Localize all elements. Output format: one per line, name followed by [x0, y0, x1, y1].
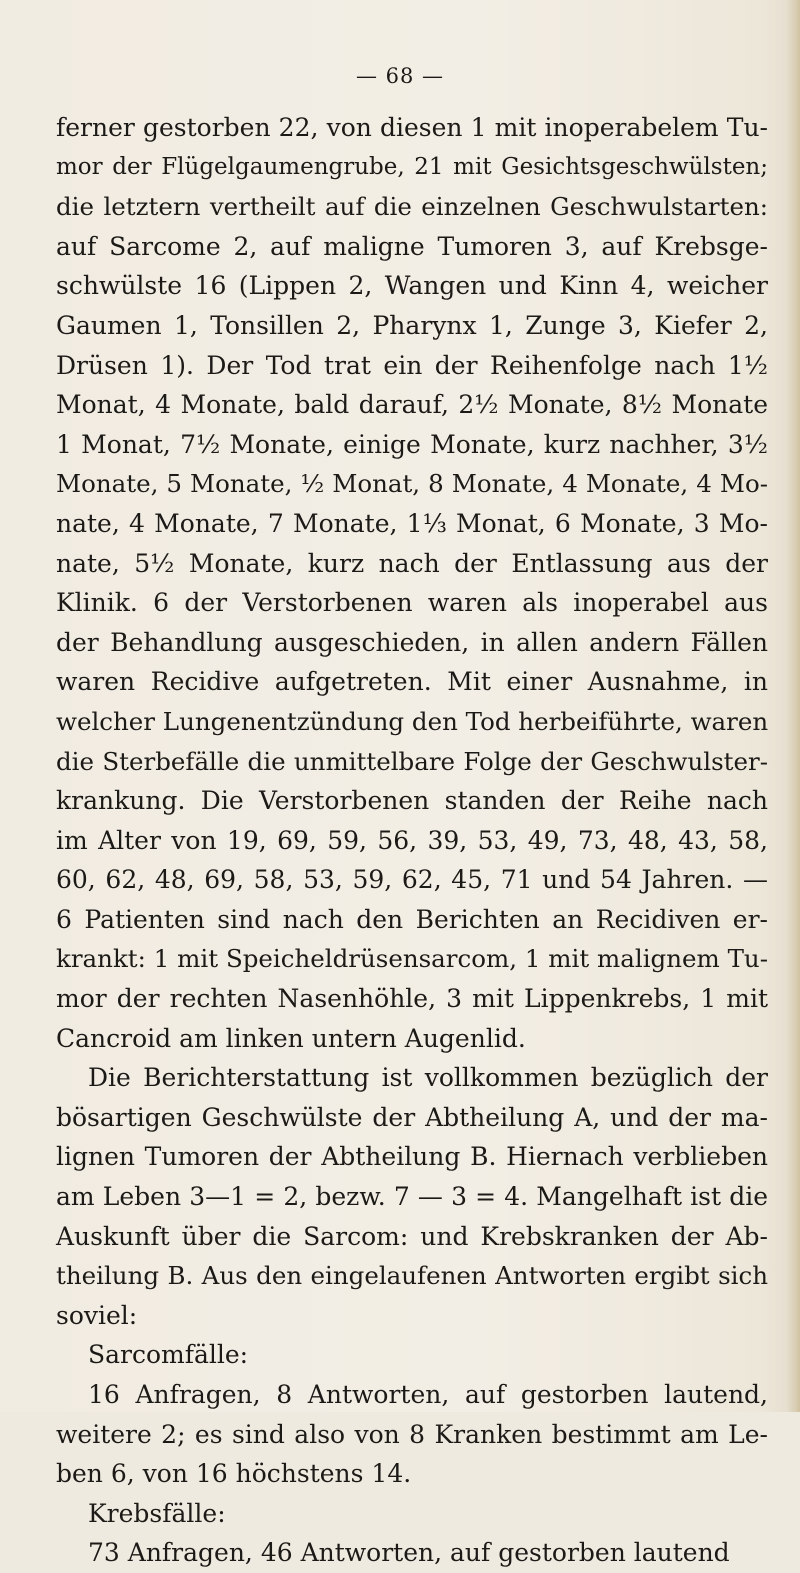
text-line: bösartigen Geschwülste der Abtheilung A, und der ma- [56, 1102, 768, 1132]
text-line: Monate, 5 Monate, ½ Monat, 8 Monate, 4 Monate, 4 Mo- [56, 469, 768, 499]
text-line: auf Sarcome 2, auf maligne Tumoren 3, auf Krebsge- [56, 231, 768, 261]
page-edge-shadow [786, 0, 800, 1412]
text-line: weitere 2; es sind also von 8 Kranken bestimmt am Le- [56, 1419, 768, 1449]
text-line: nate, 5½ Monate, kurz nach der Entlassung aus der [56, 548, 768, 578]
text-line: Cancroid am linken untern Augenlid. [56, 1023, 526, 1053]
text-line: nate, 4 Monate, 7 Monate, 1⅓ Monat, 6 Monate, 3 Mo- [56, 508, 768, 538]
text-line: ferner gestorben 22, von diesen 1 mit inoperabelem Tu- [56, 113, 768, 142]
text-line: die letztern vertheilt auf die einzelnen Geschwulstarten: [56, 192, 768, 222]
text-line: 6 Patienten sind nach den Berichten an Recidiven er- [56, 904, 768, 934]
text-line: Drüsen 1). Der Tod trat ein der Reihenfolge nach 1½ [56, 350, 768, 380]
text-line: die Sterbefälle die unmittelbare Folge der Geschwulster- [56, 746, 768, 776]
text-line: Monat, 4 Monate, bald darauf, 2½ Monate, 8½ Monate [56, 390, 768, 420]
text-line: soviel: [56, 1300, 138, 1330]
text-line: krankt: 1 mit Speicheldrüsensarcom, 1 mit malignem Tu- [56, 944, 768, 974]
text-line: theilung B. Aus den eingelaufenen Antworten ergibt sich [56, 1261, 768, 1291]
text-line: welcher Lungenentzündung den Tod herbeiführte, waren [56, 706, 769, 736]
text-line: Sarcomfälle: [88, 1340, 249, 1370]
text-line: im Alter von 19, 69, 59, 56, 39, 53, 49, 73, 48, 43, 58, [56, 825, 768, 855]
text-line: lignen Tumoren der Abtheilung B. Hiernach verblieben [56, 1142, 768, 1172]
page-number: — 68 — [355, 64, 445, 88]
text-line: waren Recidive aufgetreten. Mit einer Ausnahme, in [56, 667, 768, 697]
text-line: ben 6, von 16 höchstens 14. [56, 1459, 412, 1489]
text-line: 73 Anfragen, 46 Antworten, auf gestorben lautend [88, 1538, 730, 1568]
text-line: am Leben 3—1 = 2, bezw. 7 — 3 = 4. Mangelhaft ist die [56, 1182, 768, 1212]
text-line: Auskunft über die Sarcom: und Krebskranken der Ab- [56, 1221, 768, 1251]
text-line: mor der Flügelgaumengrube, 21 mit Gesichtsgeschwülsten; [56, 153, 768, 180]
text-line: krankung. Die Verstorbenen standen der Reihe nach [56, 786, 768, 816]
text-line: Gaumen 1, Tonsillen 2, Pharynx 1, Zunge 3, Kiefer 2, [56, 310, 768, 340]
text-line: 16 Anfragen, 8 Antworten, auf gestorben lautend, [88, 1380, 768, 1409]
text-line: der Behandlung ausgeschieden, in allen andern Fällen [56, 627, 768, 657]
text-line: mor der rechten Nasenhöhle, 3 mit Lippenkrebs, 1 mit [56, 984, 768, 1014]
text-line: schwülste 16 (Lippen 2, Wangen und Kinn 4, weicher [56, 271, 768, 301]
body-text [56, 108, 768, 1573]
text-line: Klinik. 6 der Verstorbenen waren als inoperabel aus [56, 588, 768, 618]
text-line: 1 Monat, 7½ Monate, einige Monate, kurz nachher, 3½ [56, 429, 768, 459]
text-line: Die Berichterstattung ist vollkommen bezüglich der [88, 1063, 768, 1093]
text-line: 60, 62, 48, 69, 58, 53, 59, 62, 45, 71 und 54 Jahren. — [56, 865, 768, 895]
text-line: Krebsfälle: [88, 1498, 226, 1528]
